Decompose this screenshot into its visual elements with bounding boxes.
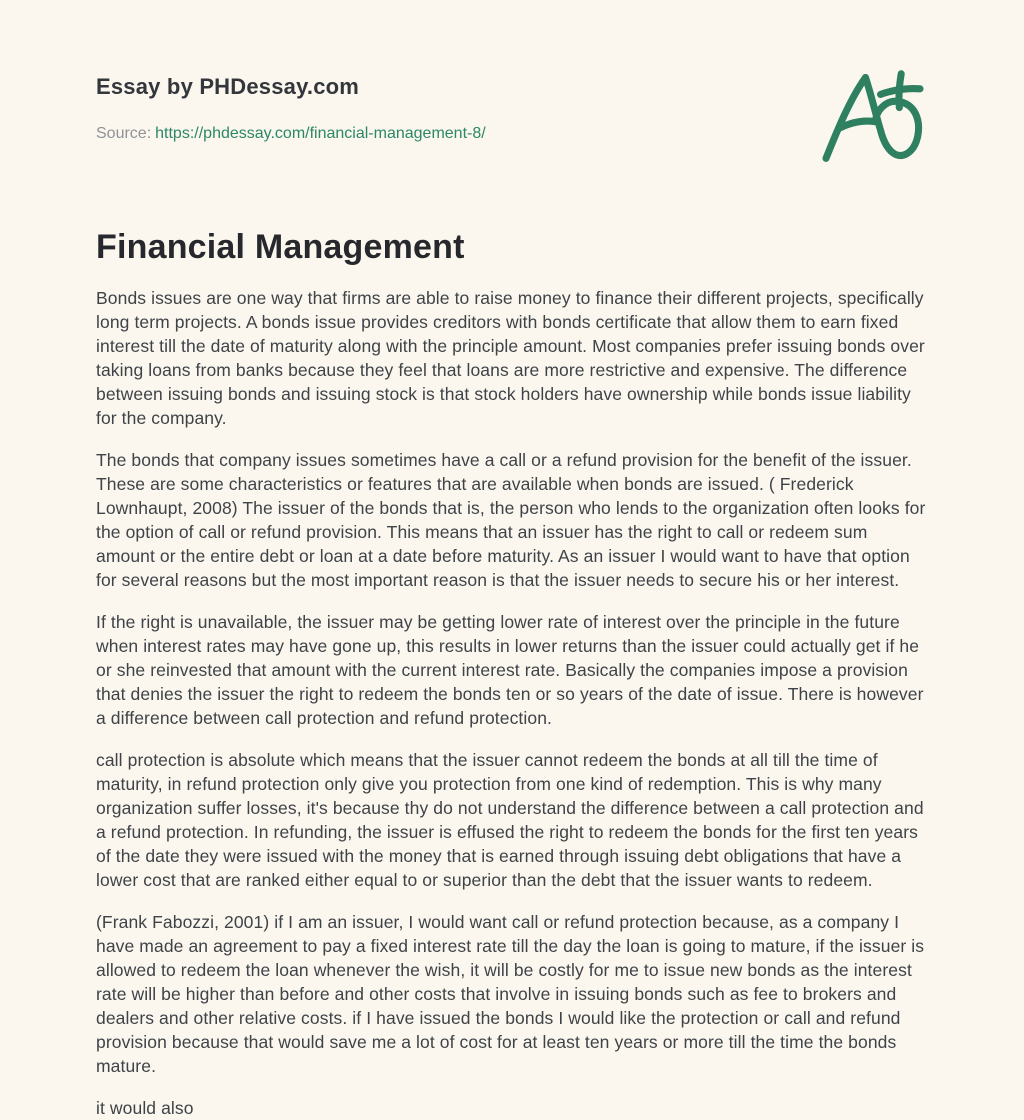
essay-paragraph: Bonds issues are one way that firms are able to raise money to finance their different projects, specifically long term projects. A bonds issue provides creditors with bonds certificate that allow them to earn fixed interest till the date of maturity along with the principle amount. Most companies prefer issuing bonds over taking loans from banks because they feel that loans are more restrictive and expensive. The difference between issuing bonds and issuing stock is that stock holders have ownership while bonds issue liability for the company. — [96, 288, 925, 428]
header-text-block — [96, 74, 486, 143]
byline: Essay by PHDessay.com — [96, 74, 360, 99]
page-header — [96, 74, 930, 164]
essay-paragraph: it would also — [96, 1098, 194, 1118]
essay-paragraph: (Frank Fabozzi, 2001) if I am an issuer, I would want call or refund protection because, as a company I have made an agreement to pay a fixed interest rate till the day the loan is going to mature, if the issuer is allowed to redeem the loan whenever the wish, it will be costly for me to issue new bonds as the interest rate will be higher than before and other costs that involve in issuing bonds such as fee to brokers and dealers and other relative costs. if I have issued the bonds I would like the protection or call and refund provision because that would save me a lot of cost for at least ten years or more till the time the bonds mature. — [96, 912, 925, 1076]
source-link[interactable]: https://phdessay.com/financial-management-8/ — [155, 125, 486, 142]
source-label: Source: — [96, 125, 152, 142]
essay-body — [96, 286, 930, 1120]
source-row — [96, 125, 486, 143]
essay-paragraph: call protection is absolute which means that the issuer cannot redeem the bonds at all till the time of maturity, in refund protection only give you protection from one kind of redemption. This is why many organization suffer losses, it's because thy do not understand the difference between a call protection and a refund protection. In refunding, the issuer is effused the right to redeem the bonds for the first ten years of the date they were issued with the money that is earned through issuing debt obligations that have a lower cost that are ranked either equal to or superior than the debt that the issuer wants to redeem. — [96, 750, 924, 890]
essay-paragraph: If the right is unavailable, the issuer may be getting lower rate of interest over the principle in the future when interest rates may have gone up, this results in lower returns than the issuer could actually get if he or she reinvested that amount with the current interest rate. Basically the companies impose a provision that denies the issuer the right to redeem the bonds ten or so years of the date of issue. There is however a difference between call protection and refund protection. — [96, 612, 924, 728]
page-title: Financial Management — [96, 228, 465, 266]
a-plus-logo-icon — [818, 70, 928, 164]
essay-paragraph: The bonds that company issues sometimes have a call or a refund provision for the benefit of the issuer. These are some characteristics or features that are available when bonds are issued. ( Frederick Lownhaupt, 2008) The issuer of the bonds that is, the person who lends to the organization often looks for the option of call or refund provision. This means that an issuer has the right to call or redeem sum amount or the entire debt or loan at a date before maturity. As an issuer I would want to have that option for several reasons but the most important reason is that the issuer needs to secure his or her interest. — [96, 450, 926, 590]
